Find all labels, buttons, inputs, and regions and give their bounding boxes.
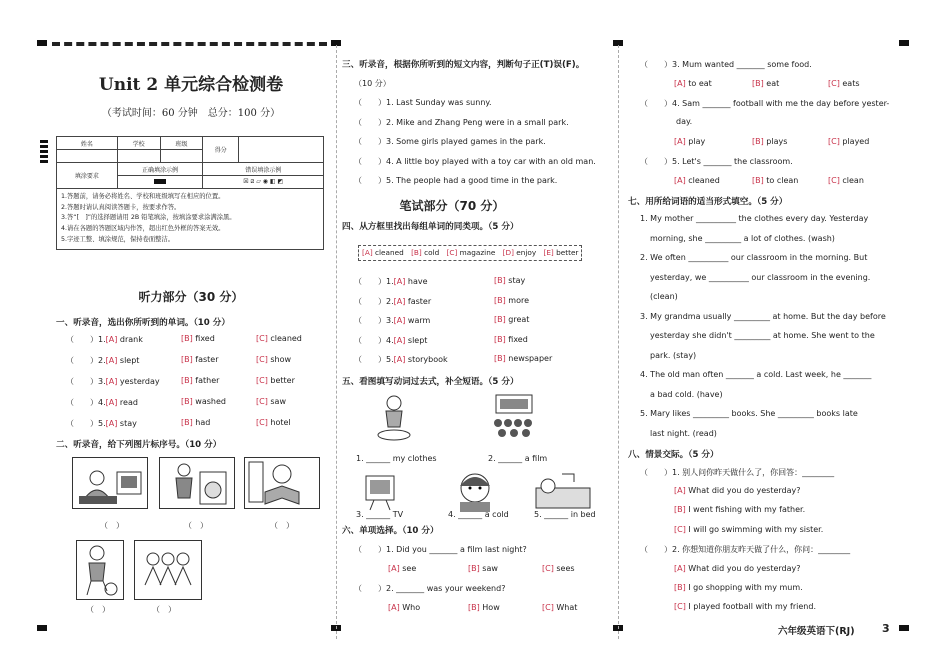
corner-mark (37, 40, 47, 46)
question-stem-cont: day. (676, 117, 693, 126)
option-a[interactable]: [A] What did you do yesterday? (674, 486, 801, 495)
barcode-mark (40, 140, 48, 164)
option-c[interactable]: [C] sees (542, 564, 575, 573)
fill-line[interactable]: 4. The old man often _______ a cold. Last week, he _______ (640, 370, 872, 379)
option-c[interactable]: [C] I will go swimming with my sister. (674, 525, 824, 534)
question-row[interactable] (354, 335, 604, 355)
name-field[interactable] (57, 150, 118, 163)
phrase-5[interactable]: 5. ______ in bed (534, 510, 596, 519)
note-line: 5.字迹工整、填涂规范，保持卷面整洁。 (61, 235, 175, 243)
phrase-1[interactable]: 1. ______ my clothes (356, 454, 437, 463)
option-a: （ ）3.[A] yesterday (66, 377, 160, 386)
section-3-points: （10 分） (354, 79, 391, 88)
statement-row[interactable]: （ ）3. Some girls played games in the park. (354, 137, 546, 147)
question-stem[interactable]: （ ）2. _______ was your weekend? (354, 584, 506, 593)
picture-watch-tv (72, 457, 148, 509)
option-b: [B] newspaper (494, 354, 553, 364)
fill-line: last night. (read) (650, 428, 717, 438)
column-middle (342, 52, 614, 641)
option-a: （ ）4.[A] slept (354, 335, 428, 345)
section-3-list (354, 97, 596, 195)
picture-watch-film (488, 393, 540, 441)
option-b: [B] more (494, 295, 529, 305)
option-b: [B] stay (494, 276, 526, 285)
option-a: （ ）1.[A] have (354, 277, 428, 286)
option-a[interactable]: [A] Who (388, 603, 421, 612)
question-stem[interactable]: （ ）1. 别人问你昨天做什么了，你回答：________ (640, 468, 835, 477)
section-2-heading: 二、听录音，给下列图片标序号。（10 分） (56, 440, 222, 450)
option-a: （ ）1.[A] drank (66, 335, 143, 344)
fill-line: a bad cold. (have) (650, 389, 723, 399)
note-line: 3.答“[ ]”的选择题请用 2B 铅笔填涂，按填涂要求涂满涂黑。 (61, 214, 236, 222)
info-card (56, 136, 324, 250)
fill-line[interactable]: 5. Mary likes _________ books. She _________ books late (640, 409, 858, 418)
section-8-heading: 八、情景交际。（5 分） (628, 450, 719, 460)
fill-line[interactable]: 1. My mother __________ the clothes every day. Yesterday (640, 214, 869, 223)
corner-mark (37, 625, 47, 631)
option-b: [B] faster (181, 355, 219, 364)
picture-friends-group (134, 540, 202, 600)
section-5-heading: 五、看图填写动词过去式，补全短语。（5 分） (342, 377, 519, 387)
class-field[interactable] (160, 150, 203, 163)
page-title: Unit 2 单元综合检测卷 (98, 75, 284, 95)
fill-line: (clean) (650, 292, 678, 301)
wrong-fill-examples: ☒ ⧄ ▱ ◉ ◧ ◩ (203, 176, 324, 189)
option-c: [C] saw (256, 397, 286, 406)
picture-washing-machine (159, 457, 235, 509)
statement-row[interactable]: （ ）5. The people had a good time in the park. (354, 176, 558, 186)
option-b: [B] had (181, 418, 211, 427)
option-c[interactable]: [C] I played football with my friend. (674, 602, 816, 611)
option-b[interactable]: [B] saw (468, 564, 498, 573)
option-a[interactable]: [A] What did you do yesterday? (674, 564, 801, 573)
option-b[interactable]: [B] to clean (752, 176, 799, 185)
phrase-3[interactable]: 3. ______ TV (356, 510, 404, 519)
question-row[interactable] (354, 315, 604, 335)
picture-reading-book (244, 457, 320, 509)
option-a: （ ）4.[A] read (66, 398, 138, 407)
statement-row[interactable]: （ ）1. Last Sunday was sunny. (354, 98, 492, 107)
option-b: [B] father (181, 376, 220, 385)
score-label: 得分 (203, 137, 239, 163)
fill-line[interactable]: 2. We often __________ our classroom in the morning. But (640, 253, 868, 262)
option-a: （ ）5.[A] storybook (354, 355, 448, 365)
phrase-4[interactable]: 4. ______ a cold (448, 510, 509, 519)
section-4-heading: 四、从方框里找出每组单词的同类项。（5 分） (342, 222, 519, 232)
answer-paren[interactable]: （ ） (184, 521, 208, 530)
option-b[interactable]: [B] eat (752, 79, 780, 88)
answer-paren[interactable]: （ ） (152, 605, 176, 614)
answer-paren[interactable]: （ ） (100, 521, 124, 530)
column-right (628, 52, 902, 641)
option-b[interactable]: [B] How (468, 603, 500, 612)
section-7-heading: 七、用所给词语的适当形式填空。（5 分） (628, 197, 788, 207)
score-field[interactable] (239, 137, 324, 163)
footer-label: 六年级英语下(RJ) (778, 626, 855, 637)
correct-fill-example (117, 176, 203, 189)
note-line: 1.答题前，请务必将姓名、学校和班级填写在相应的位置。 (61, 193, 225, 200)
option-a[interactable]: [A] see (388, 564, 417, 573)
notes-box (56, 189, 324, 250)
word-box: [A] cleaned [B] cold [C] magazine [D] enjoy [E] better (358, 245, 582, 261)
question-stem[interactable]: （ ）2. 你想知道你朋友昨天做了什么，你问：________ (640, 545, 851, 554)
note-line: 4.请在各题的答题区域内作答，超出红色外框的答案无效。 (61, 225, 225, 233)
name-label: 姓名 (57, 137, 118, 150)
page-number: 3 (882, 622, 890, 635)
corner-mark (899, 40, 909, 46)
option-c: [C] cleaned (256, 334, 302, 343)
question-stem[interactable]: （ ）4. Sam _______ football with me the day before yester- (640, 99, 890, 108)
column-left (56, 52, 326, 641)
section-1-heading: 一、听录音，选出你所听到的单词。（10 分） (56, 318, 230, 328)
school-label: 学校 (117, 137, 160, 150)
question-row[interactable] (354, 276, 604, 296)
option-c[interactable]: [C] played (828, 137, 870, 146)
note-line: 2.答题时请认真阅读答题卡，按要求作答。 (61, 203, 181, 211)
picture-play-football (76, 540, 124, 600)
option-a: （ ）3.[A] warm (354, 316, 431, 326)
section-1-list (66, 334, 326, 439)
column-divider (618, 45, 619, 639)
question-stem[interactable]: （ ）5. Let's _______ the classroom. (640, 157, 793, 166)
question-stem[interactable]: （ ）3. Mum wanted _______ some food. (640, 60, 812, 69)
option-c: [C] better (256, 376, 295, 385)
fill-rule-label: 填涂要求 (57, 163, 118, 189)
option-b: [B] fixed (494, 334, 528, 344)
option-a: （ ）5.[A] stay (66, 419, 137, 428)
class-label: 班级 (160, 137, 203, 150)
answer-paren[interactable]: （ ） (270, 521, 294, 530)
column-divider (336, 45, 337, 639)
statement-row[interactable]: （ ）2. Mike and Zhang Peng were in a small park. (354, 117, 569, 127)
question-row[interactable] (354, 296, 604, 316)
option-b[interactable]: [B] I went fishing with my father. (674, 505, 806, 514)
option-a[interactable]: [A] play (674, 137, 706, 146)
listening-section-title: 听力部分（30 分） (138, 290, 244, 304)
fill-line[interactable]: 3. My grandma usually _________ at home. But the day before (640, 311, 886, 321)
section-3-heading: 三、听录音，根据你所听到的短文内容，判断句子正(T)误(F)。 (342, 60, 585, 70)
answer-paren[interactable]: （ ） (86, 605, 110, 614)
option-b[interactable]: [B] plays (752, 137, 788, 146)
option-c: [C] hotel (256, 418, 291, 427)
page-subtitle: （考试时间：60 分钟 总分：100 分） (101, 108, 281, 119)
question-row[interactable] (66, 355, 326, 376)
fill-line[interactable]: morning, she _________ a lot of clothes. (wash) (650, 233, 835, 243)
correct-fill-label: 正确填涂示例 (117, 163, 203, 176)
picture-watch-tv-small (356, 470, 402, 514)
statement-row[interactable]: （ ）4. A little boy played with a toy car with an old man. (354, 156, 596, 166)
fill-line[interactable]: yesterday she didn't _________ at home. She went to the (650, 331, 875, 340)
section-7-list (640, 214, 898, 448)
question-row[interactable] (66, 418, 326, 439)
section-6-heading: 六、单项选择。（10 分） (342, 526, 439, 536)
option-a[interactable]: [A] to eat (674, 79, 712, 88)
writing-section-title: 笔试部分（70 分） (399, 199, 505, 213)
option-c[interactable]: [C] What (542, 603, 578, 612)
fill-line: park. (stay) (650, 350, 697, 360)
question-row[interactable] (66, 334, 326, 355)
option-b: [B] great (494, 315, 530, 325)
question-row[interactable] (66, 397, 326, 418)
question-row[interactable] (354, 354, 604, 374)
option-b: [B] washed (181, 397, 226, 406)
option-c: [C] show (256, 355, 292, 364)
option-a: （ ）2.[A] faster (354, 296, 432, 306)
question-row[interactable] (66, 376, 326, 397)
school-field[interactable] (117, 150, 160, 163)
wrong-fill-label: 错误填涂示例 (203, 163, 324, 176)
option-c[interactable]: [C] clean (828, 176, 864, 185)
option-c[interactable]: [C] eats (828, 79, 860, 88)
fill-line[interactable]: yesterday, we __________ our classroom in the evening. (650, 272, 871, 282)
top-dashed-border (52, 42, 327, 46)
phrase-2[interactable]: 2. ______ a film (488, 454, 548, 463)
option-b[interactable]: [B] I go shopping with my mum. (674, 583, 803, 592)
option-a[interactable]: [A] cleaned (674, 176, 720, 185)
section-4-list (354, 276, 604, 374)
question-stem[interactable]: （ ）1. Did you _______ a film last night? (354, 545, 527, 554)
option-a: （ ）2.[A] slept (66, 356, 140, 365)
option-b: [B] fixed (181, 334, 215, 343)
picture-have-cold (452, 468, 498, 514)
info-table (56, 136, 324, 189)
picture-in-bed (532, 468, 594, 514)
picture-wash-clothes (372, 393, 416, 443)
